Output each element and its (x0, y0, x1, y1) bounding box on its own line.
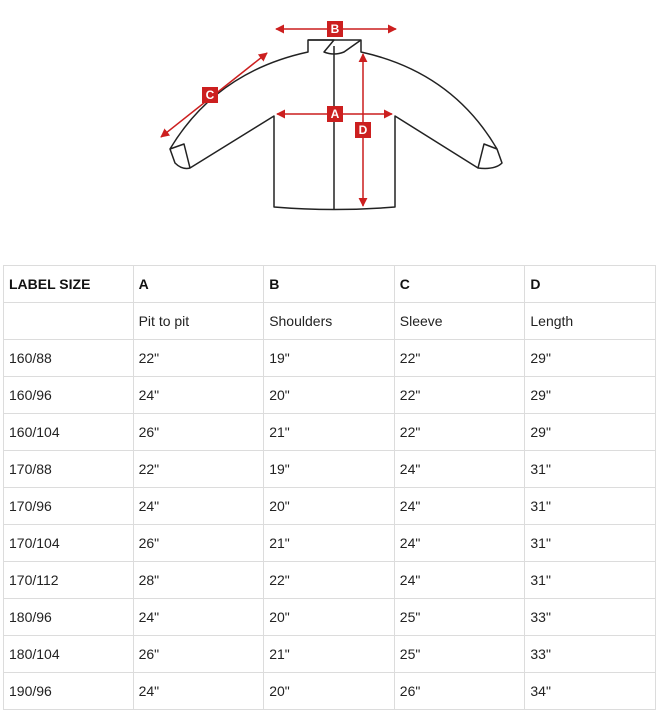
label-a-text: A (330, 107, 340, 121)
cell-c: 25" (394, 599, 525, 636)
cell-label-size: 160/104 (4, 414, 134, 451)
table-subheader-row (4, 303, 656, 340)
cell-c: 22" (394, 340, 525, 377)
cell-b: 21" (264, 414, 395, 451)
table-header-row (4, 266, 656, 303)
header-d: D (525, 266, 656, 303)
cell-label-size: 160/88 (4, 340, 134, 377)
table-row (4, 377, 656, 414)
cell-label-size: 170/112 (4, 562, 134, 599)
cell-c: 26" (394, 673, 525, 710)
cell-c: 24" (394, 525, 525, 562)
cell-d: 29" (525, 377, 656, 414)
cell-label-size: 160/96 (4, 377, 134, 414)
cell-a: 28" (133, 562, 264, 599)
measurement-c-sleeve (161, 53, 267, 137)
cell-label-size: 170/104 (4, 525, 134, 562)
cell-c: 22" (394, 377, 525, 414)
table-row (4, 525, 656, 562)
cell-a: 22" (133, 451, 264, 488)
table-row (4, 673, 656, 710)
subheader-a: Pit to pit (133, 303, 264, 340)
cell-d: 29" (525, 340, 656, 377)
header-label-size: LABEL SIZE (4, 266, 134, 303)
table-row (4, 488, 656, 525)
cell-a: 24" (133, 673, 264, 710)
cell-label-size: 170/96 (4, 488, 134, 525)
table-body (4, 303, 656, 710)
cell-label-size: 170/88 (4, 451, 134, 488)
cell-b: 21" (264, 636, 395, 673)
cell-b: 20" (264, 377, 395, 414)
table-row (4, 599, 656, 636)
cell-a: 24" (133, 488, 264, 525)
cell-d: 31" (525, 525, 656, 562)
cell-b: 21" (264, 525, 395, 562)
cell-b: 19" (264, 340, 395, 377)
size-chart-table (3, 265, 656, 710)
jacket-measurement-diagram (0, 0, 661, 240)
cell-b: 20" (264, 599, 395, 636)
cell-a: 26" (133, 525, 264, 562)
jacket-outline-icon (170, 40, 502, 210)
cell-d: 33" (525, 636, 656, 673)
table-row (4, 636, 656, 673)
cell-d: 31" (525, 451, 656, 488)
measurement-d-length (355, 54, 371, 206)
cell-c: 25" (394, 636, 525, 673)
cell-c: 24" (394, 562, 525, 599)
subheader-d: Length (525, 303, 656, 340)
cell-d: 33" (525, 599, 656, 636)
header-c: C (394, 266, 525, 303)
cell-label-size: 180/96 (4, 599, 134, 636)
cell-b: 20" (264, 673, 395, 710)
header-a: A (133, 266, 264, 303)
header-b: B (264, 266, 395, 303)
table-row (4, 562, 656, 599)
subheader-c: Sleeve (394, 303, 525, 340)
cell-b: 22" (264, 562, 395, 599)
cell-d: 31" (525, 562, 656, 599)
measurement-b-shoulders (276, 21, 396, 37)
label-d-text: D (358, 123, 368, 137)
cell-c: 24" (394, 488, 525, 525)
label-b-text: B (330, 22, 340, 36)
cell-a: 24" (133, 599, 264, 636)
subheader-b: Shoulders (264, 303, 395, 340)
table-row (4, 340, 656, 377)
cell-d: 31" (525, 488, 656, 525)
cell-label-size: 190/96 (4, 673, 134, 710)
table-row (4, 414, 656, 451)
cell-c: 24" (394, 451, 525, 488)
label-c-text: C (205, 88, 215, 102)
cell-label-size: 180/104 (4, 636, 134, 673)
measurement-a-pit-to-pit (277, 106, 392, 122)
cell-a: 22" (133, 340, 264, 377)
table-row (4, 451, 656, 488)
cell-b: 19" (264, 451, 395, 488)
cell-a: 24" (133, 377, 264, 414)
subheader-label (4, 303, 134, 340)
cell-b: 20" (264, 488, 395, 525)
cell-c: 22" (394, 414, 525, 451)
cell-d: 34" (525, 673, 656, 710)
cell-d: 29" (525, 414, 656, 451)
cell-a: 26" (133, 414, 264, 451)
cell-a: 26" (133, 636, 264, 673)
